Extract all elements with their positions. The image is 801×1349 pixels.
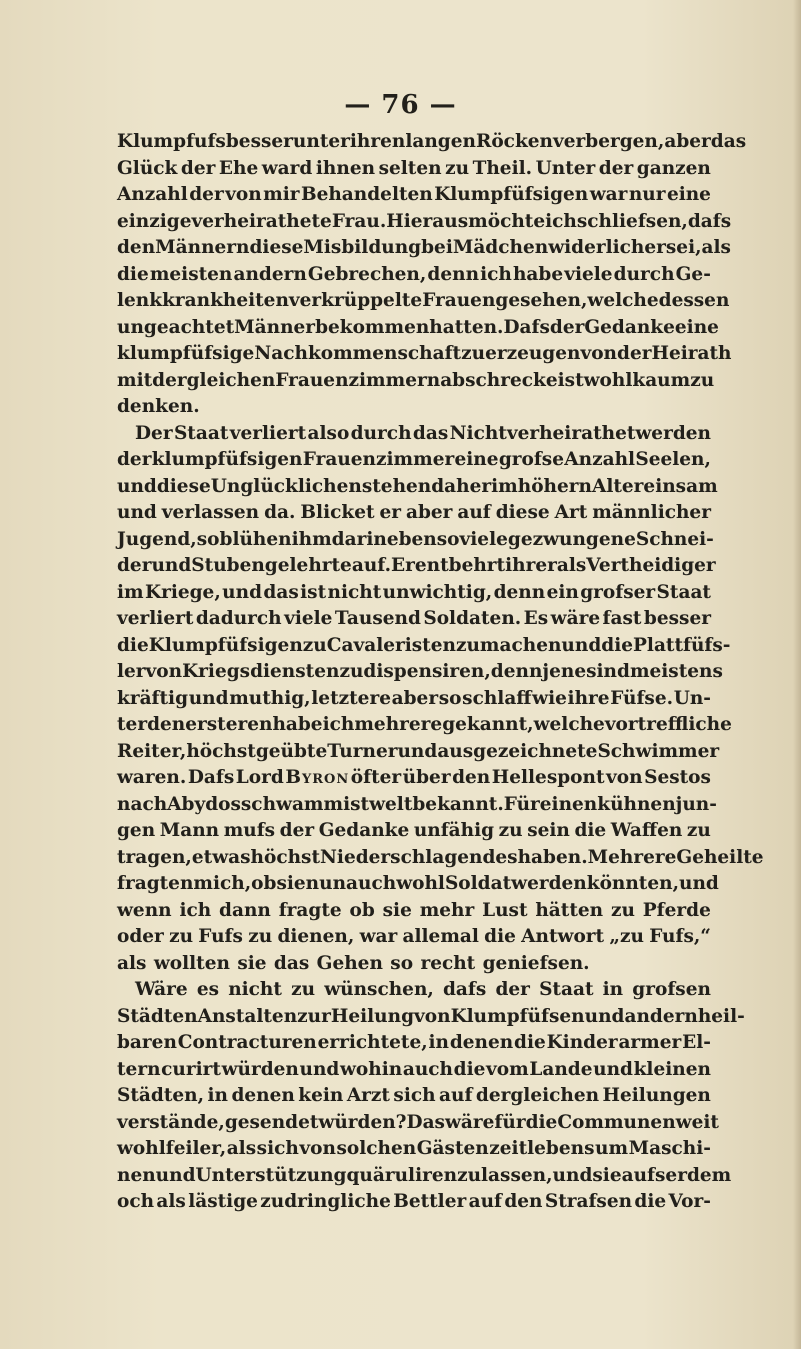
text-line: ler von Kriegsdiensten zu dispensiren, denn jene sind meistens [117, 661, 723, 682]
text-line: einzige verheirathete Frau. Hieraus möchte ich schliefsen, dafs [117, 210, 732, 232]
text-line: Städten Anstalten zur Heilung von Klumpfüfsen und andern heil- [117, 1005, 745, 1027]
text-line: Jugend, so blühen ihm darin eben so viele gezwungene Schnei- [117, 528, 714, 550]
text-line: klumpfüfsige Nachkommenschaft zu erzeugen von der Heirath [117, 343, 732, 364]
text-line: Glück der Ehe ward ihnen selten zu Theil. Unter der ganzen [117, 157, 711, 179]
text-line: und diese Unglücklichen stehen daher im höhern Alter einsam [117, 475, 718, 497]
text-line: Anzahl der von mir Behandelten Klumpfüfsigen war nur eine [117, 184, 711, 205]
text-line: denken. [117, 396, 200, 417]
text-line: im Kriege, und das ist nicht unwichtig, denn ein grofser Staat [117, 581, 711, 603]
text-line: die Klumpfüfsigen zu Cavaleristen zu machen und die Plattfüfs- [117, 634, 731, 656]
text-line: verstände, gesendet würden? Das wäre für die Communen weit [117, 1111, 719, 1133]
text-line: fragten mich, ob sie nun auch wohl Soldat werden könnten, und [117, 873, 719, 894]
text-line: Der Staat verliert also durch das Nichtverheirathetwerden [135, 422, 711, 444]
text-line: die meisten andern Gebrechen, denn ich habe viele durch Ge- [117, 263, 711, 285]
text-line: wenn ich dann fragte ob sie mehr Lust hätten zu Pferde [117, 899, 711, 921]
text-line: der klumpfüfsigen Frauenzimmer eine grofse Anzahl Seelen, [117, 449, 711, 470]
text-line: och als lästige zudringliche Bettler auf den Strafsen die Vor- [117, 1191, 711, 1212]
text-line: der und Stubengelehrte auf. Er entbehrt ihrer als Vertheidiger [117, 555, 716, 576]
text-line: als wollten sie das Gehen so recht geniefsen. [117, 952, 590, 974]
text-line: mit dergleichen Frauenzimmern abschrecke ist wohl kaum zu [117, 369, 715, 391]
text-line: waren. Dafs Lord Byron öfter über den Hellespont von Sestos [117, 767, 711, 788]
text-line: wohlfeiler, als sich von solchen Gästen zeitlebens um Maschi- [117, 1138, 711, 1159]
text-line: Reiter, höchst geübte Turner und ausgezeichnete Schwimmer [117, 740, 720, 762]
text-line: nen und Unterstützung quäruliren zu lassen, und sie aufserdem [117, 1164, 732, 1186]
text-line: den Männern diese Misbildung bei Mädchen widerlicher sei, als [117, 237, 731, 258]
text-line: verliert dadurch viele Tausend Soldaten. Es wäre fast besser [117, 608, 711, 629]
text-line: baren Contracturen errichtete, in denen die Kinder armer El- [117, 1032, 711, 1053]
text-line: gen Mann mufs der Gedanke unfähig zu sein die Waffen zu [117, 820, 711, 841]
text-line: ungeachtet Männer bekommen hatten. Dafs der Gedanke eine [117, 316, 719, 338]
text-line: oder zu Fufs zu dienen, war allemal die Antwort „zu Fufs,“ [117, 926, 711, 947]
text-line: tragen, etwas höchst Niederschlagendes haben. Mehrere Geheilte [117, 846, 764, 868]
text-line: lenkkrankheiten verkrüppelte Frauen gesehen, welche dessen [117, 290, 730, 311]
page-edge-shadow [793, 0, 801, 1349]
text-line: tern curirt würden und wohin auch die vom Lande und kleinen [117, 1058, 711, 1080]
page-number: — 76 — [344, 90, 457, 120]
body-text [117, 129, 764, 1216]
text-line: nach Abydos schwamm ist weltbekannt. Für einen kühnen jun- [117, 793, 717, 815]
text-line: Städten, in denen kein Arzt sich auf dergleichen Heilungen [117, 1085, 711, 1106]
text-line: und verlassen da. Blicket er aber auf diese Art männlicher [117, 502, 711, 523]
text-line: kräftig und muthig, letztere aber so schlaff wie ihre Füfse. Un- [117, 687, 711, 709]
text-line: Klumpfufs besser unter ihren langen Röcken verbergen, aber das [117, 131, 747, 152]
text-line: ter den ersteren habe ich mehrere gekannt, welche vortreffliche [117, 714, 732, 735]
text-line: Wäre es nicht zu wünschen, dafs der Staat in grofsen [135, 979, 711, 1000]
